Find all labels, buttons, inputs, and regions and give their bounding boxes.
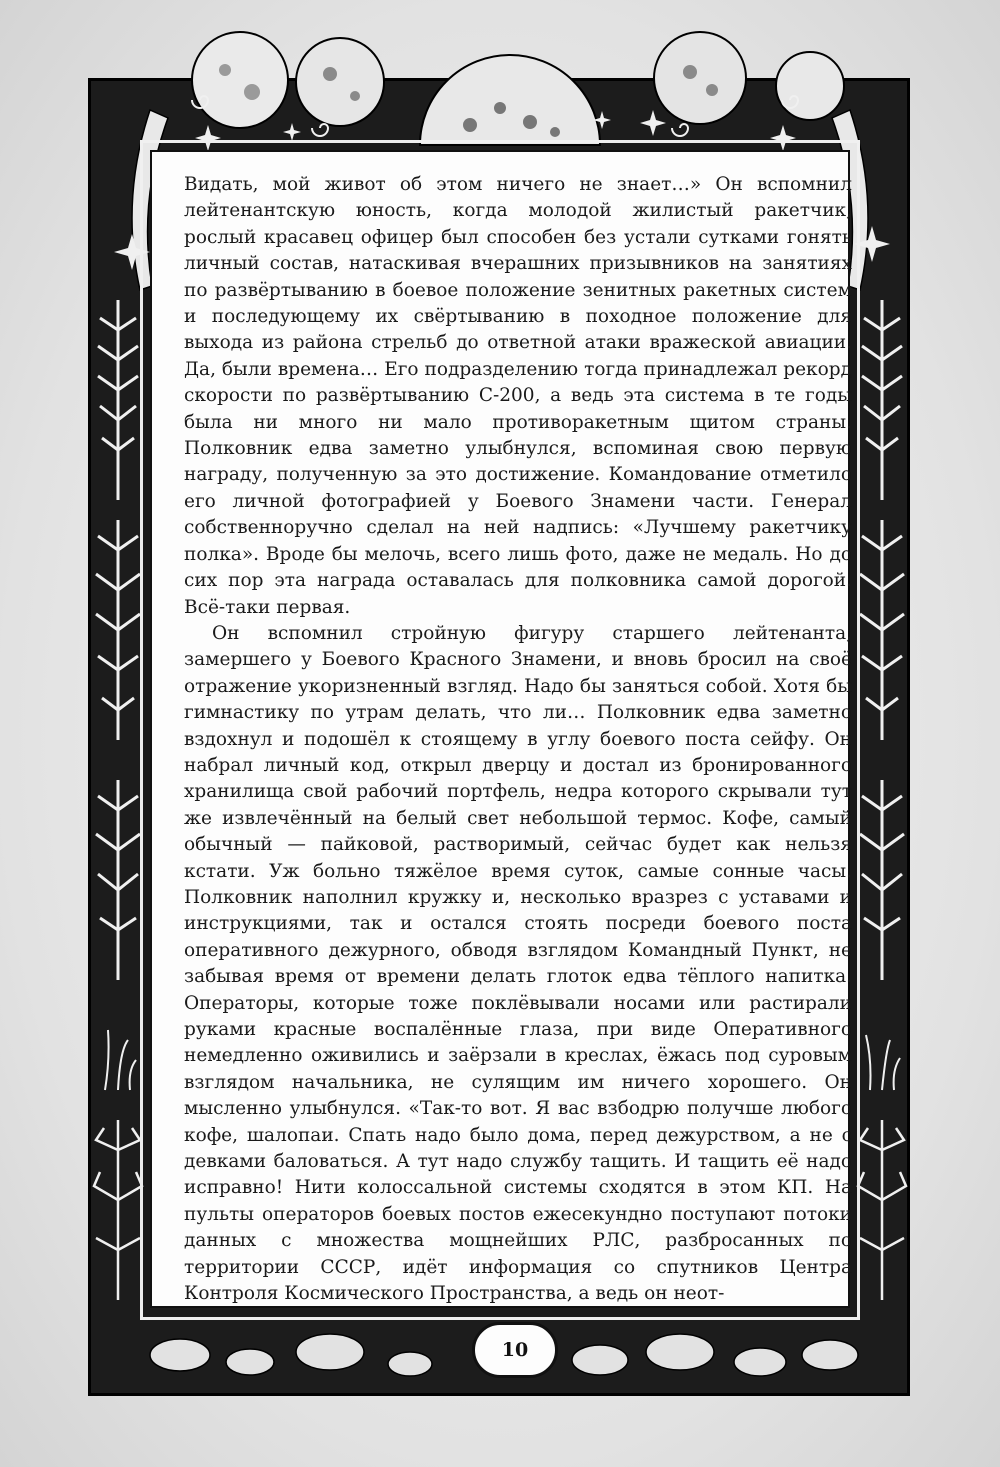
pebble-icon <box>802 1340 858 1370</box>
fern-icon <box>98 300 138 500</box>
paragraph: Он вспомнил стройную фигуру старшего лейтенанта, замершего у Боевого Красного Знамени, и вновь бросил на своё отражение укоризненный взгляд. Надо бы заняться собой. Хотя бы гимнастику по утрам делать, что ли… Полковник едва заметно вздохнул и подошёл к стоящему в углу боевого поста сейфу. Он набрал личный код, открыл дверцу и достал из бронированного хранилища свой рабочий портфель, недра которого скрывали тут же извлечённый на белый свет небольшой термос. Кофе, самый обычный — пайковой, растворимый, сейчас будет как нельзя кстати. Уж больно тяжёлое время суток, самые сонные часы. Полковник наполнил кружку и, несколько вразрез с уставами и инструкциями, так и остался стоять посреди боевого поста оперативного дежурного, обводя взглядом Командный Пункт, не забывая время от времени делать глоток едва тёплого напитка. Операторы, которые тоже поклёвывали носами или растирали руками красные воспалённые глаза, при виде Оперативного немедленно оживились и заёрзали в креслах, ёжась под суровым взглядом начальника, не сулящим им ничего хорошего. Он мысленно улыбнулся. «Так-то вот. Я вас взбодрю получше любого кофе, шалопаи. Спать надо было дома, перед дежурством, а не с девками баловаться. А тут надо службу тащить. И тащить её надо исправно! Нити колоссальной системы сходятся в этом КП. На пульты операторов боевых постов ежесекундно поступают потоки данных с множества мощнейших РЛС, разбросанных по территории СССР, идёт информация со спутников Центра Контроля Космического Пространства, а ведь он неот- <box>184 622 852 1305</box>
paragraph: Видать, мой живот об этом ничего не знает…» Он вспомнил лейтенантскую юность, когда молодой жилистый ракетчик, рослый красавец офицер был способен без устали сутками гонять личный состав, натаскивая вчерашних призывников на занятиях по развёртыванию в боевое положение зенитных ракетных систем и последующему их свёртыванию в походное положение для выхода из района стрельб до ответной атаки вражеской авиации. Да, были времена… Его подразделению тогда принадлежал рекорд скорости по развёртыванию С-200, а ведь эта система в те годы была ни много ни мало противоракетным щитом страны. Полковник едва заметно улыбнулся, вспоминая свою первую награду, полученную за это достижение. Командование отметило его личной фотографией у Боевого Знамени части. Генерал собственноручно сделал на ней надпись: «Лучшему ракетчику полка». Вроде бы мелочь, всего лишь фото, даже не медаль. Но до сих пор эта награда оставалась для полковника самой дорогой. Всё-таки первая. <box>184 174 852 618</box>
page-body <box>184 172 852 1307</box>
fern-icon <box>862 300 902 500</box>
page-number: 10 <box>472 1322 558 1378</box>
fern-icon <box>860 520 904 740</box>
spiral-icon <box>312 124 328 136</box>
spiral-icon <box>672 124 688 136</box>
pebble-icon <box>150 1339 210 1371</box>
fern-icon <box>96 780 140 980</box>
fern-icon <box>96 520 140 740</box>
pebble-icon <box>572 1345 628 1375</box>
thistle-icon <box>94 1120 142 1300</box>
moon-icon <box>192 32 288 128</box>
moon-icon <box>654 32 746 124</box>
thistle-icon <box>858 1120 906 1300</box>
moon-icon <box>776 52 844 120</box>
pebble-icon <box>226 1349 274 1375</box>
pebble-icon <box>296 1334 364 1370</box>
pebble-icon <box>734 1348 786 1376</box>
moon-icon <box>420 55 600 145</box>
pebble-icon <box>646 1334 714 1370</box>
pebble-icon <box>388 1352 432 1376</box>
fern-icon <box>860 780 904 980</box>
moon-icon <box>296 38 384 126</box>
